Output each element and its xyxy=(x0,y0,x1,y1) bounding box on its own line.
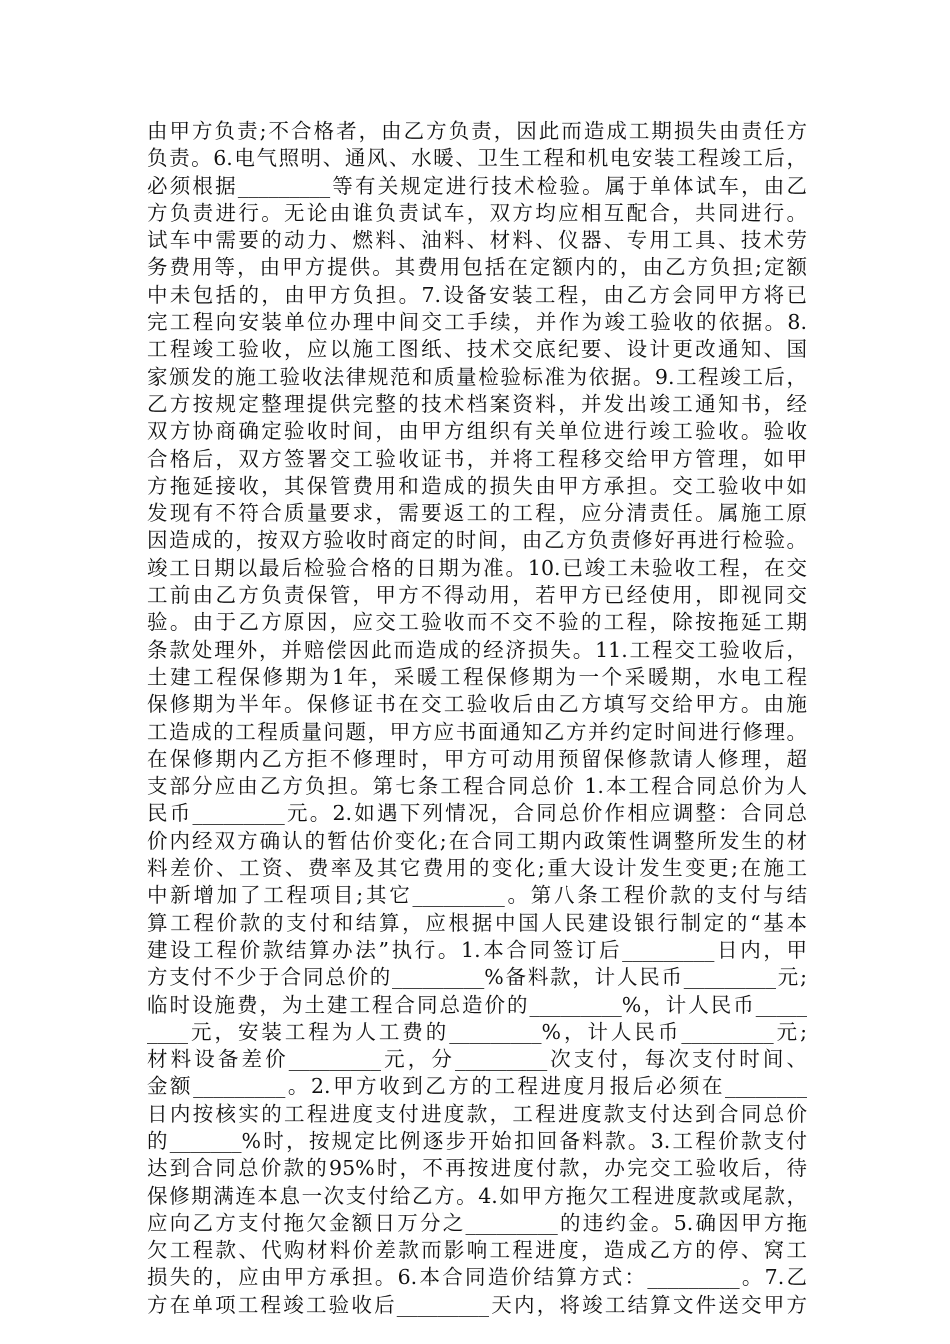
text-line: 欠工程款、代购材料价差款而影响工程进度，造成乙方的停、窝工 xyxy=(147,1238,807,1263)
text-line: 方拖延接收，其保管费用和造成的损失由甲方承担。交工验收中如 xyxy=(147,473,807,498)
text-line: 日内按核实的工程进度支付进度款，工程进度款支付达到合同总价 xyxy=(147,1101,807,1126)
text-line: 金额_________。2.甲方收到乙方的工程进度月报后必须在________ xyxy=(147,1074,807,1099)
text-line: 负责。6.电气照明、通风、水暖、卫生工程和机电安装工程竣工后， xyxy=(147,146,807,171)
text-line: 工前由乙方负责保管，甲方不得动用，若甲方已经使用，即视同交 xyxy=(147,583,807,608)
text-line: 中新增加了工程项目;其它_________。第八条工程价款的支付与结 xyxy=(147,883,807,908)
text-line: 验。由于乙方原因，应交工验收而不交不验的工程，除按拖延工期 xyxy=(147,610,807,635)
text-line: 达到合同总价款的95%时，不再按进度付款，办完交工验收后，待 xyxy=(147,1156,807,1181)
text-line: 务费用等，由甲方提供。其费用包括在定额内的，由乙方负担;定额 xyxy=(147,255,807,280)
text-line: 条款处理外，并赔偿因此而造成的经济损失。11.工程交工验收后， xyxy=(147,637,807,662)
text-line: 乙方按规定整理提供完整的技术档案资料，并发出竣工通知书，经 xyxy=(147,391,807,416)
text-line: 材料设备差价_________元，分_________次支付，每次支付时间、 xyxy=(147,1047,807,1072)
text-line: 方在单项工程竣工验收后_________天内，将竣工结算文件送交甲方 xyxy=(147,1292,807,1317)
text-line: 由甲方负责;不合格者，由乙方负责，因此而造成工期损失由责任方 xyxy=(147,119,807,143)
text-line: 应向乙方支付拖欠金额日万分之_________的违约金。5.确因甲方拖 xyxy=(147,1210,807,1235)
text-line: 家颁发的施工验收法律规范和质量检验标准为依据。9.工程竣工后， xyxy=(147,364,807,389)
text-line: 方负责进行。无论由谁负责试车，双方均应相互配合，共同进行。 xyxy=(147,200,807,225)
text-line: 保修期为半年。保修证书在交工验收后由乙方填写交给甲方。由施 xyxy=(147,692,807,717)
text-line: 双方协商确定验收时间，由甲方组织有关单位进行竣工验收。验收 xyxy=(147,419,807,444)
text-line: 算工程价款的支付和结算，应根据中国人民建设银行制定的“基本 xyxy=(147,910,807,935)
text-line: 完工程向安装单位办理中间交工手续，并作为竣工验收的依据。8. xyxy=(147,310,807,335)
text-line: 在保修期内乙方拒不修理时，甲方可动用预留保修款请人修理，超 xyxy=(147,746,807,771)
text-line: 支部分应由乙方负担。第七条工程合同总价 1.本工程合同总价为人 xyxy=(147,774,807,799)
text-line: 因造成的，按双方验收时商定的时间，由乙方负责修好再进行检验。 xyxy=(147,528,807,553)
text-line: 的_______%时，按规定比例逐步开始扣回备料款。3.工程价款支付 xyxy=(147,1128,807,1153)
text-line: 方支付不少于合同总价的_________%备料款，计人民币_________元; xyxy=(147,965,807,990)
text-line: 料差价、工资、费率及其它费用的变化;重大设计发生变更;在施工 xyxy=(147,856,807,881)
text-line: 竣工日期以最后检验合格的日期为准。10.已竣工未验收工程，在交 xyxy=(147,555,807,580)
text-line: 民币_________元。2.如遇下列情况，合同总价作相应调整：合同总 xyxy=(147,801,807,826)
text-line: 损失的，应由甲方承担。6.本合同造价结算方式：_________。7.乙 xyxy=(147,1265,807,1290)
text-line: 工造成的工程质量问题，甲方应书面通知乙方并约定时间进行修理。 xyxy=(147,719,807,744)
text-line: 中未包括的，由甲方负担。7.设备安装工程，由乙方会同甲方将已 xyxy=(147,282,807,307)
text-line: 试车中需要的动力、燃料、油料、材料、仪器、专用工具、技术劳 xyxy=(147,228,807,253)
text-line: 必须根据_________等有关规定进行技术检验。属于单体试车，由乙 xyxy=(147,173,807,198)
text-line: ____元，安装工程为人工费的_________%，计人民币_________元; xyxy=(147,1019,807,1044)
text-line: 土建工程保修期为1年，采暖工程保修期为一个采暖期，水电工程 xyxy=(147,664,807,689)
text-line: 临时设施费，为土建工程合同总造价的_________%，计人民币_____ xyxy=(147,992,807,1017)
text-line: 建设工程价款结算办法”执行。1.本合同签订后_________日内，甲 xyxy=(147,937,807,962)
text-line: 发现有不符合质量要求，需要返工的工程，应分清责任。属施工原 xyxy=(147,501,807,526)
contract-text-block xyxy=(147,118,807,1319)
text-line: 保修期满连本息一次支付给乙方。4.如甲方拖欠工程进度款或尾款， xyxy=(147,1183,807,1208)
text-line: 工程竣工验收，应以施工图纸、技术交底纪要、设计更改通知、国 xyxy=(147,337,807,362)
text-line: 合格后，双方签署交工验收证书，并将工程移交给甲方管理，如甲 xyxy=(147,446,807,471)
text-line: 价内经双方确认的暂估价变化;在合同工期内政策性调整所发生的材 xyxy=(147,828,807,853)
